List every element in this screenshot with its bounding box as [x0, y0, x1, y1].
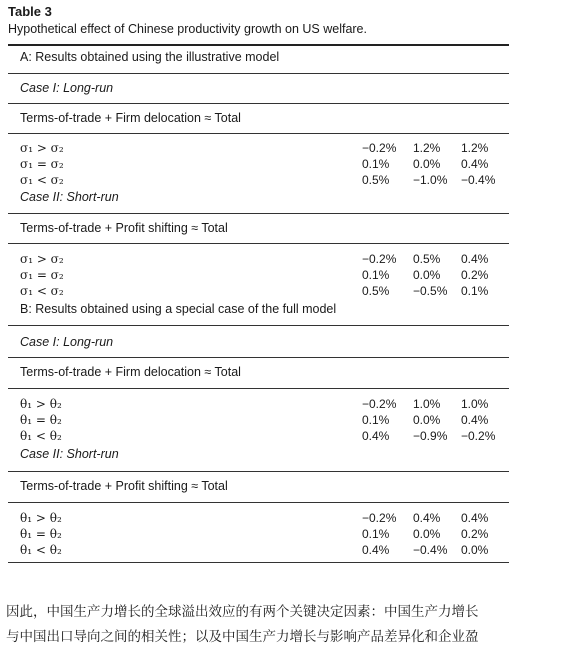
cell: 0.5%	[362, 284, 390, 298]
body-text-line-1: 因此，中国生产力增长的全球溢出效应的有两个关键决定因素：中国生产力增长	[6, 604, 479, 620]
cell: −0.2%	[362, 252, 397, 266]
panel-a-case2-header: Terms-of-trade + Profit shifting ≈ Total	[20, 221, 228, 235]
panel-a-case2-title: Case II: Short-run	[20, 190, 119, 204]
cell: 0.0%	[413, 268, 441, 282]
row-label: θ₁ > θ₂	[20, 511, 62, 525]
panel-b-title: B: Results obtained using a special case of the full model	[20, 302, 337, 316]
cell: 0.5%	[362, 173, 390, 187]
top-rule	[8, 44, 509, 46]
cell: 0.4%	[413, 511, 441, 525]
row-label: θ₁ = θ₂	[20, 527, 62, 541]
cell: 0.1%	[362, 527, 390, 541]
rule	[8, 325, 509, 326]
panel-b-case1-header: Terms-of-trade + Firm delocation ≈ Total	[20, 365, 241, 379]
panel-b-case1-title: Case I: Long-run	[20, 335, 114, 349]
cell: −0.2%	[362, 141, 397, 155]
row-label: σ₁ < σ₂	[20, 284, 64, 298]
row-label: θ₁ > θ₂	[20, 397, 62, 411]
row-label: σ₁ > σ₂	[20, 141, 64, 155]
row-label: σ₁ < σ₂	[20, 173, 64, 187]
cell: 0.4%	[461, 413, 489, 427]
cell: 0.4%	[461, 157, 489, 171]
cell: 1.0%	[461, 397, 489, 411]
cell: −0.9%	[413, 429, 448, 443]
cell: 1.2%	[461, 141, 489, 155]
cell: 0.4%	[362, 543, 390, 557]
cell: 0.2%	[461, 527, 489, 541]
panel-a-case1-header: Terms-of-trade + Firm delocation ≈ Total	[20, 111, 241, 125]
cell: 0.4%	[461, 252, 489, 266]
bottom-rule	[8, 562, 509, 563]
cell: 0.4%	[461, 511, 489, 525]
cell: 0.2%	[461, 268, 489, 282]
rule	[8, 73, 509, 74]
cell: 0.4%	[362, 429, 390, 443]
panel-a-case1-title: Case I: Long-run	[20, 81, 114, 95]
rule	[8, 357, 509, 358]
cell: −0.4%	[461, 173, 496, 187]
cell: 1.2%	[413, 141, 441, 155]
body-text-line-2: 与中国出口导向之间的相关性；以及中国生产力增长与影响产品差异化和企业盈	[6, 629, 479, 645]
rule	[8, 243, 509, 244]
rule	[8, 502, 509, 503]
rule	[8, 103, 509, 104]
cell: −0.2%	[461, 429, 496, 443]
panel-b-case2-header: Terms-of-trade + Profit shifting ≈ Total	[20, 479, 228, 493]
table-label: Table 3	[8, 4, 52, 19]
cell: 0.1%	[362, 157, 390, 171]
cell: 0.0%	[413, 413, 441, 427]
cell: 0.0%	[413, 527, 441, 541]
cell: 0.5%	[413, 252, 441, 266]
cell: −0.4%	[413, 543, 448, 557]
panel-b-case2-title: Case II: Short-run	[20, 447, 119, 461]
cell: 0.1%	[362, 413, 390, 427]
cell: −0.2%	[362, 397, 397, 411]
cell: 0.1%	[461, 284, 489, 298]
rule	[8, 133, 509, 134]
row-label: σ₁ = σ₂	[20, 157, 64, 171]
table-caption: Hypothetical effect of Chinese productivity growth on US welfare.	[8, 22, 367, 36]
cell: −0.2%	[362, 511, 397, 525]
rule	[8, 213, 509, 214]
cell: 0.0%	[461, 543, 489, 557]
row-label: σ₁ > σ₂	[20, 252, 64, 266]
cell: −1.0%	[413, 173, 448, 187]
row-label: θ₁ = θ₂	[20, 413, 62, 427]
rule	[8, 471, 509, 472]
panel-a-title: A: Results obtained using the illustrative model	[20, 50, 280, 64]
row-label: σ₁ = σ₂	[20, 268, 64, 282]
cell: −0.5%	[413, 284, 448, 298]
rule	[8, 388, 509, 389]
cell: 0.1%	[362, 268, 390, 282]
cell: 1.0%	[413, 397, 441, 411]
cell: 0.0%	[413, 157, 441, 171]
row-label: θ₁ < θ₂	[20, 429, 62, 443]
row-label: θ₁ < θ₂	[20, 543, 62, 557]
